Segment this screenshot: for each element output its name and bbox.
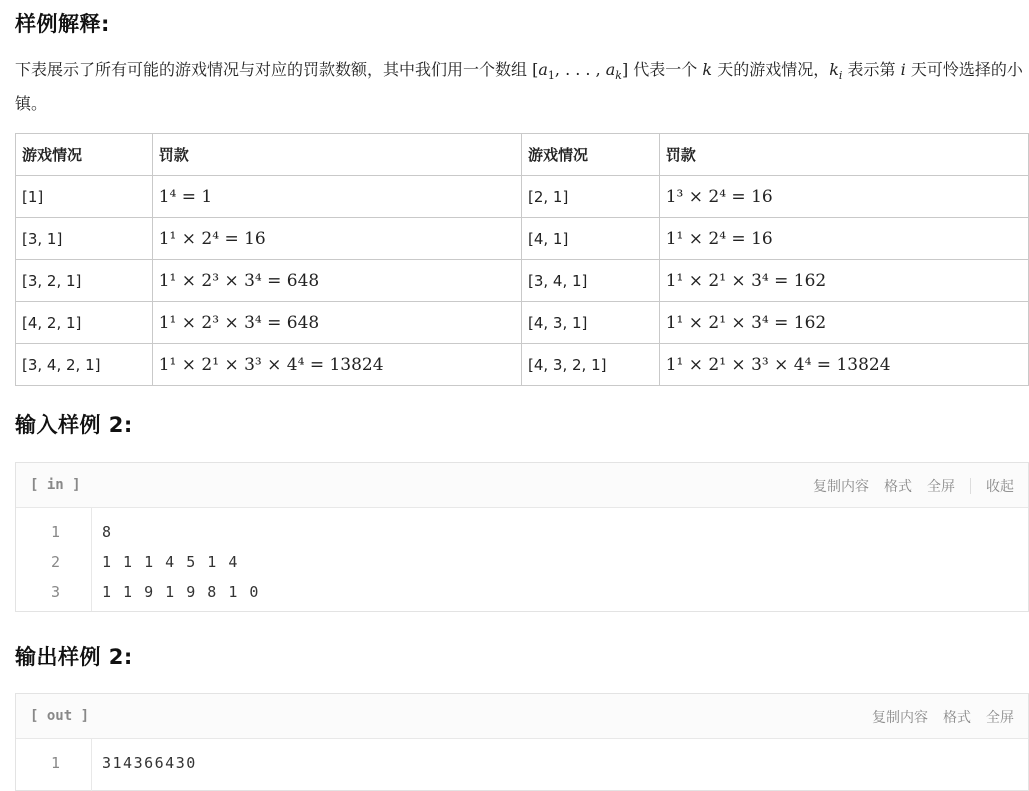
line-gutter	[16, 508, 92, 611]
fine-cell: 1¹ × 2³ × 3⁴ = 648	[152, 302, 521, 344]
penalty-table	[15, 133, 1029, 386]
divider	[970, 478, 971, 494]
format-button[interactable]: 格式	[943, 710, 971, 726]
math-var: k	[702, 60, 713, 79]
para-text: 天的游戏情况，	[712, 60, 830, 79]
line-gutter	[16, 739, 92, 791]
game-cell: [1]	[16, 176, 153, 218]
game-cell: [2, 1]	[521, 176, 659, 218]
table-row	[16, 260, 1029, 302]
code-body	[16, 739, 1028, 791]
game-cell: [4, 2, 1]	[16, 302, 153, 344]
code-line: 8	[102, 523, 113, 541]
code-tag: [ in ]	[30, 477, 81, 493]
table-row	[16, 302, 1029, 344]
game-cell: [4, 3, 1]	[521, 302, 659, 344]
code-line: 314366430	[102, 754, 197, 772]
code-tag: [ out ]	[30, 708, 90, 724]
math-var: i	[900, 60, 906, 79]
fullscreen-button[interactable]: 全屏	[927, 479, 955, 495]
game-cell: [4, 1]	[521, 218, 659, 260]
fine-cell: 1¹ × 2¹ × 3³ × 4⁴ = 13824	[659, 344, 1028, 386]
fine-cell: 1³ × 2⁴ = 16	[659, 176, 1028, 218]
line-number: 3	[50, 583, 60, 601]
header-fine: 罚款	[152, 134, 521, 176]
para-text: 下表展示了所有可能的游戏情况与对应的罚款数额，其中我们用一个数组	[15, 60, 533, 79]
fine-cell: 1¹ × 2⁴ = 16	[152, 218, 521, 260]
line-number: 1	[50, 754, 60, 772]
header-game: 游戏情况	[16, 134, 153, 176]
math-bracket: [	[532, 60, 539, 79]
explain-paragraph	[15, 56, 1027, 118]
output-sample-heading: 输出样例 2:	[15, 645, 133, 669]
format-button[interactable]: 格式	[884, 479, 912, 495]
header-game: 游戏情况	[521, 134, 659, 176]
explain-heading: 样例解释:	[15, 12, 110, 36]
para-text: 表示第	[842, 60, 901, 79]
math-sub: i	[838, 69, 843, 83]
para-text: 天可怜选择的小镇。	[15, 60, 1023, 114]
code-body	[16, 508, 1028, 611]
copy-button[interactable]: 复制内容	[813, 479, 869, 495]
game-cell: [3, 4, 1]	[521, 260, 659, 302]
table-row	[16, 176, 1029, 218]
table-header-row	[16, 134, 1029, 176]
math-sub: k	[615, 69, 622, 83]
math-var: a	[538, 60, 548, 79]
line-number: 1	[50, 523, 60, 541]
fine-cell: 1¹ × 2¹ × 3⁴ = 162	[659, 260, 1028, 302]
code-line: 1 1 1 4 5 1 4	[102, 553, 239, 571]
line-number: 2	[50, 553, 60, 571]
game-cell: [4, 3, 2, 1]	[521, 344, 659, 386]
game-cell: [3, 1]	[16, 218, 153, 260]
fine-cell: 1¹ × 2¹ × 3³ × 4⁴ = 13824	[152, 344, 521, 386]
math-dots: , . . . ,	[554, 60, 606, 79]
game-cell: [3, 2, 1]	[16, 260, 153, 302]
input-code-block	[15, 462, 1029, 612]
game-cell: [3, 4, 2, 1]	[16, 344, 153, 386]
fine-cell: 1¹ × 2¹ × 3⁴ = 162	[659, 302, 1028, 344]
fine-cell: 1⁴ = 1	[152, 176, 521, 218]
code-lines	[92, 739, 197, 791]
input-sample-heading: 输入样例 2:	[15, 413, 133, 437]
math-sub: 1	[547, 69, 555, 83]
math-bracket: ]	[621, 60, 629, 79]
header-fine: 罚款	[659, 134, 1028, 176]
code-line: 1 1 9 1 9 8 1 0	[102, 583, 260, 601]
copy-button[interactable]: 复制内容	[872, 710, 928, 726]
code-actions	[857, 707, 1014, 727]
para-text: 代表一个	[628, 60, 703, 79]
collapse-button[interactable]: 收起	[986, 479, 1014, 495]
fine-cell: 1¹ × 2³ × 3⁴ = 648	[152, 260, 521, 302]
code-lines	[92, 508, 260, 611]
fullscreen-button[interactable]: 全屏	[986, 710, 1014, 726]
output-code-block	[15, 693, 1029, 791]
table-row	[16, 218, 1029, 260]
code-toolbar	[16, 463, 1028, 508]
math-var: a	[605, 60, 616, 79]
math-var: k	[829, 60, 839, 79]
fine-cell: 1¹ × 2⁴ = 16	[659, 218, 1028, 260]
table-row	[16, 344, 1029, 386]
code-actions	[798, 476, 1014, 496]
code-toolbar	[16, 694, 1028, 739]
